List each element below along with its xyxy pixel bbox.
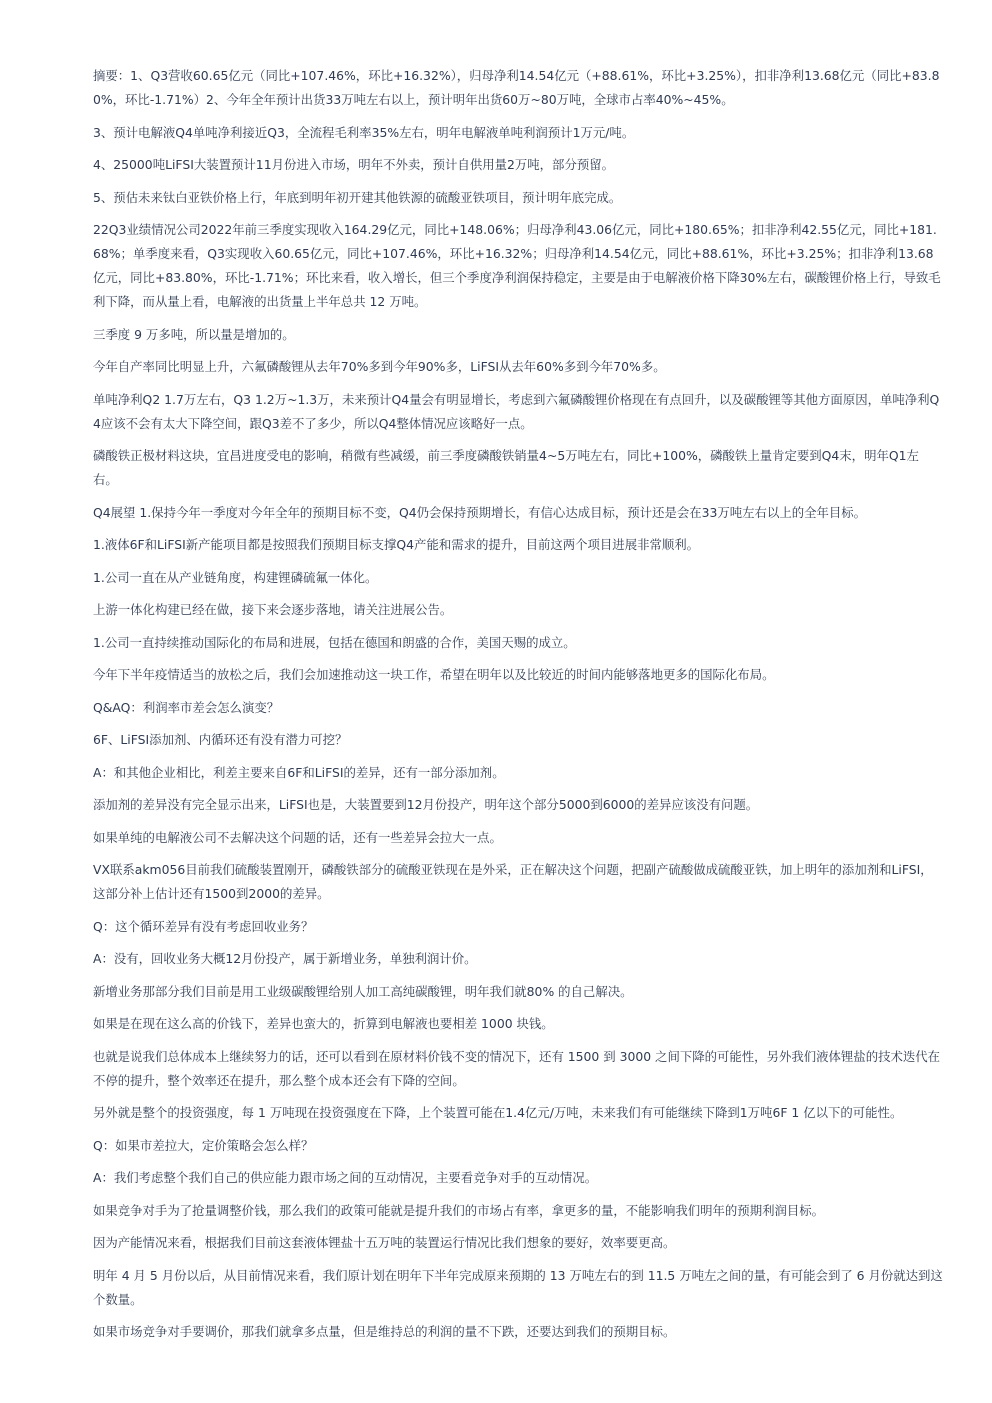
paragraph: 另外就是整个的投资强度，每 1 万吨现在投资强度在下降，上个装置可能在1.4亿元/万吨，未来我们有可能继续下降到1万吨6F 1 亿以下的可能性。 xyxy=(93,1105,903,1120)
paragraph: 因为产能情况来看，根据我们目前这套液体锂盐十五万吨的装置运行情况比我们想象的要好，效率要更高。 xyxy=(93,1235,676,1250)
qa-question: Q&AQ：利润率市差会怎么演变？ xyxy=(93,699,280,715)
paragraph: 4、25000吨LiFSI大装置预计11月份进入市场，明年不外卖，预计自供用量2万吨，部分预留。 xyxy=(93,157,615,172)
paragraph: 1.公司一直在从产业链角度，构建锂磷硫氟一体化。 xyxy=(93,569,378,585)
paragraph: 如果市场竞争对手要调价，那我们就拿多点量，但是维持总的利润的量不下跌，还要达到我们的预期目标。 xyxy=(93,1324,676,1339)
qa-answer: A：我们考虑整个我们自己的供应能力跟市场之间的互动情况，主要看竞争对手的互动情况。 xyxy=(93,1170,598,1185)
qa-question: Q：如果市差拉大，定价策略会怎么样？ xyxy=(93,1137,314,1153)
paragraph: Q4展望 1.保持今年一季度对今年全年的预期目标不变，Q4仍会保持预期增长，有信心达成目标，预计还是会在33万吨左右以上的全年目标。 xyxy=(93,504,867,520)
paragraph: 1.公司一直持续推动国际化的布局和进展，包括在德国和朗盛的合作，美国天赐的成立。 xyxy=(93,634,576,650)
paragraph: 1.液体6F和LiFSI新产能项目都是按照我们预期目标支撑Q4产能和需求的提升，目前这两个项目进展非常顺利。 xyxy=(93,537,700,552)
paragraph: 上游一体化构建已经在做，接下来会逐步落地，请关注进展公告。 xyxy=(93,602,453,617)
paragraph: VX联系akm056目前我们硫酸装置刚开，磷酸铁部分的硫酸亚铁现在是外采，正在解决这个问题，把副产硫酸做成硫酸亚铁，加上明年的添加剂和LiFSI，这部分补上估计还有1500到2000的差异。 xyxy=(93,862,933,901)
paragraph: 也就是说我们总体成本上继续努力的话，还可以看到在原材料价钱不变的情况下，还有 1500 到 3000 之间下降的可能性，另外我们液体锂盐的技术迭代在不停的提升，整个效率还在提升，那么整个成本还会有下降的空间。 xyxy=(93,1048,941,1088)
paragraph: 3、预计电解液Q4单吨净利接近Q3，全流程毛利率35%左右，明年电解液单吨利润预计1万元/吨。 xyxy=(93,124,635,140)
qa-answer: A：没有，回收业务大概12月份投产，属于新增业务，单独利润计价。 xyxy=(93,951,477,966)
qa-question: Q：这个循环差异有没有考虑回收业务？ xyxy=(93,918,314,934)
paragraph: 5、预估未来钛白亚铁价格上行，年底到明年初开建其他铁源的硫酸亚铁项目，预计明年底完成。 xyxy=(93,189,622,205)
paragraph: 磷酸铁正极材料这块，宜昌进度受电的影响，稍微有些减缓，前三季度磷酸铁销量4~5万吨左右，同比+100%，磷酸铁上量肯定要到Q4末，明年Q1左右。 xyxy=(93,448,919,487)
paragraph: 单吨净利Q2 1.7万左右，Q3 1.2万~1.3万，未来预计Q4量会有明显增长，考虑到六氟磷酸锂价格现在有点回升，以及碳酸锂等其他方面原因，单吨净利Q4应该不会有太大下降空间，跟Q3差不了多少，所以Q4整体情况应该略好一点。 xyxy=(93,391,940,431)
document-body xyxy=(93,64,943,1353)
paragraph: 如果竞争对手为了抢量调整价钱，那么我们的政策可能就是提升我们的市场占有率，拿更多的量，不能影响我们明年的预期利润目标。 xyxy=(93,1202,825,1218)
qa-question: 6F、LiFSI添加剂、内循环还有没有潜力可挖？ xyxy=(93,732,348,747)
summary-paragraph: 摘要：1、Q3营收60.65亿元（同比+107.46%，环比+16.32%），归母净利14.54亿元（+88.61%，环比+3.25%），扣非净利13.68亿元（同比+83.80%，环比-1.71%）2、今年全年预计出货33万吨左右以上，预计明年出货60万~80万吨，全球市占率40%~45%。 xyxy=(93,68,940,107)
paragraph: 三季度 9 万多吨，所以量是增加的。 xyxy=(93,326,295,342)
paragraph: 添加剂的差异没有完全显示出来，LiFSI也是，大装置要到12月份投产，明年这个部分5000到6000的差异应该没有问题。 xyxy=(93,797,759,812)
paragraph: 如果是在现在这么高的价钱下，差异也蛮大的，折算到电解液也要相差 1000 块钱。 xyxy=(93,1016,554,1031)
qa-answer: A：和其他企业相比，利差主要来自6F和LiFSI的差异，还有一部分添加剂。 xyxy=(93,764,505,780)
paragraph: 22Q3业绩情况公司2022年前三季度实现收入164.29亿元，同比+148.06%；归母净利43.06亿元，同比+180.65%；扣非净利42.55亿元，同比+181.68%；单季度来看，Q3实现收入60.65亿元，同比+107.46%，环比+16.32%；归母净利14.54亿元，同比+88.61%，环比+3.25%；扣非净利13.68亿元，同比+83.80%，环比-1.71%；环比来看，收入增长，但三个季度净利润保持稳定，主要是由于电解液价格下降30%左右，碳酸锂价格上行，导致毛利下降，而从量上看，电解液的出货量上半年总共 12 万吨。 xyxy=(93,222,941,309)
paragraph: 今年自产率同比明显上升，六氟磷酸锂从去年70%多到今年90%多，LiFSI从去年60%多到今年70%多。 xyxy=(93,359,666,374)
paragraph: 明年 4 月 5 月份以后，从目前情况来看，我们原计划在明年下半年完成原来预期的 13 万吨左右的到 11.5 万吨左之间的量，有可能会到了 6 月份就达到这个数量。 xyxy=(93,1267,943,1307)
paragraph: 今年下半年疫情适当的放松之后，我们会加速推动这一块工作，希望在明年以及比较近的时间内能够落地更多的国际化布局。 xyxy=(93,667,775,682)
paragraph: 新增业务那部分我们目前是用工业级碳酸锂给别人加工高纯碳酸锂，明年我们就80% 的自己解决。 xyxy=(93,983,633,999)
paragraph: 如果单纯的电解液公司不去解决这个问题的话，还有一些差异会拉大一点。 xyxy=(93,829,502,845)
